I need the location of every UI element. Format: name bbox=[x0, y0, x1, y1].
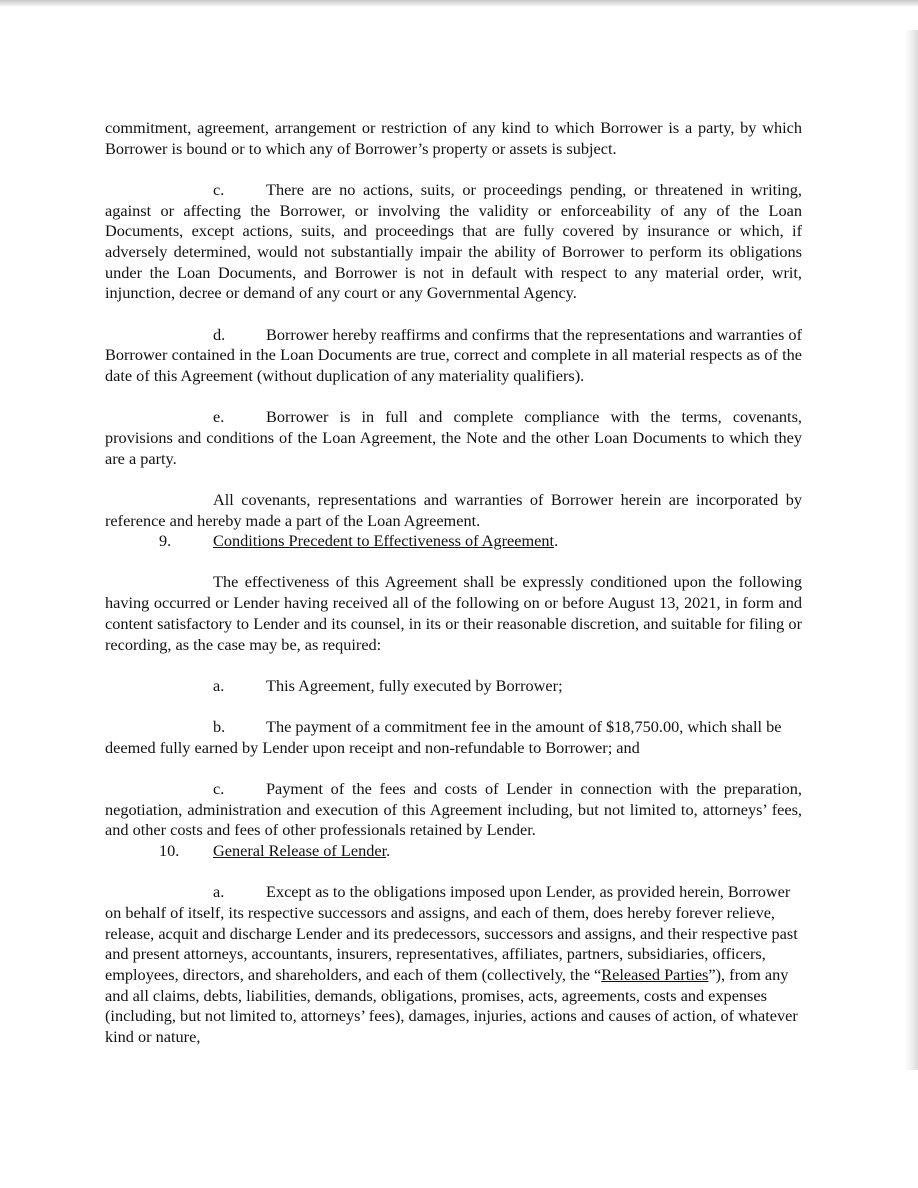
section-9-heading bbox=[105, 531, 802, 552]
section-10-number: 10. bbox=[159, 840, 180, 860]
section-9-item-b bbox=[105, 717, 802, 758]
clause-c-marker: c. bbox=[213, 179, 225, 199]
section-9-item-b-marker: b. bbox=[213, 716, 226, 736]
clause-d-marker: d. bbox=[213, 324, 226, 344]
section-10-heading bbox=[105, 841, 802, 862]
section-9-item-c-text: Payment of the fees and costs of Lender in connection with the preparation, negotiation, administration and execution of this Agreement including, but not limited to, attorneys’ fees, and other costs and fees of other professionals retained by Lender. bbox=[105, 778, 802, 840]
section-10-item-a-text-after: ”), from any and all claims, debts, liabilities, demands, obligations, promises, acts, agreements, costs and expenses (including, but not limited to, attorneys’ fees), damages, injuries, actions and causes of action, of whatever kind or nature, bbox=[105, 965, 798, 1047]
section-9-title: Conditions Precedent to Effectiveness of Agreement bbox=[213, 531, 555, 551]
section-10-item-a-marker: a. bbox=[213, 882, 225, 902]
released-parties-term: Released Parties bbox=[601, 965, 709, 984]
paragraph-covenants: All covenants, representations and warranties of Borrower herein are incorporated by reference and hereby made a part of the Loan Agreement. bbox=[105, 489, 802, 530]
section-9-intro: The effectiveness of this Agreement shall be expressly conditioned upon the following having occurred or Lender having received all of the following on or before August 13, 2021, in form and content satisfactory to Lender and its counsel, in its or their reasonable discretion, and suitable for filing or recording, as the case may be, as required: bbox=[105, 572, 802, 654]
section-10-title: General Release of Lender bbox=[213, 840, 387, 860]
clause-d-text: Borrower hereby reaffirms and confirms that the representations and warranties of Borrower contained in the Loan Documents are true, correct and complete in all material respects as of the date of this Agreement (without duplication of any materiality qualifiers). bbox=[105, 324, 802, 386]
section-9-item-c bbox=[105, 779, 802, 841]
clause-e-text: Borrower is in full and complete compliance with the terms, covenants, provisions and conditions of the Loan Agreement, the Note and the other Loan Documents to which they are a party. bbox=[105, 407, 802, 468]
scan-edge-right bbox=[904, 30, 918, 1070]
clause-c bbox=[105, 180, 802, 304]
section-9-item-c-marker: c. bbox=[213, 778, 225, 798]
section-9-item-b-text: The payment of a commitment fee in the amount of $18,750.00, which shall be deemed fully earned by Lender upon receipt and non-refundable to Borrower; and bbox=[105, 716, 782, 757]
document-page bbox=[105, 118, 802, 1048]
section-9-period: . bbox=[554, 531, 559, 551]
clause-c-text: There are no actions, suits, or proceedings pending, or threatened in writing, against or affecting the Borrower, or involving the validity or enforceability of any of the Loan Documents, except actions, suits, and proceedings that are fully covered by insurance or which, if adversely determined, would not substantially impair the ability of Borrower to perform its obligations under the Loan Documents, and Borrower is not in default with respect to any material order, writ, injunction, decree or demand of any court or any Governmental Agency. bbox=[105, 179, 802, 303]
section-9-item-a-marker: a. bbox=[213, 675, 225, 695]
section-10-period: . bbox=[386, 840, 391, 860]
paragraph-continuation: commitment, agreement, arrangement or restriction of any kind to which Borrower is a party, by which Borrower is bound or to which any of Borrower’s property or assets is subject. bbox=[105, 118, 802, 158]
section-10-item-a bbox=[105, 882, 802, 1048]
clause-d bbox=[105, 325, 802, 387]
section-10-item-a-text-before: Except as to the obligations imposed upon Lender, as provided herein, Borrower on behalf of itself, its respective successors and assigns, and each of them, does hereby forever relieve, release, acquit and discharge Lender and its predecessors, successors and assigns, and their respective past and present attorneys, accountants, insurers, representatives, affiliates, partners, subsidiaries, officers, employees, directors, and shareholders, and each of them (collectively, the “ bbox=[105, 882, 798, 984]
section-9-item-a-text: This Agreement, fully executed by Borrower; bbox=[266, 675, 563, 695]
scan-edge-top bbox=[0, 0, 918, 7]
clause-e-marker: e. bbox=[213, 407, 225, 427]
section-9-item-a bbox=[105, 676, 802, 697]
section-9-number: 9. bbox=[159, 531, 172, 551]
clause-e bbox=[105, 407, 802, 469]
